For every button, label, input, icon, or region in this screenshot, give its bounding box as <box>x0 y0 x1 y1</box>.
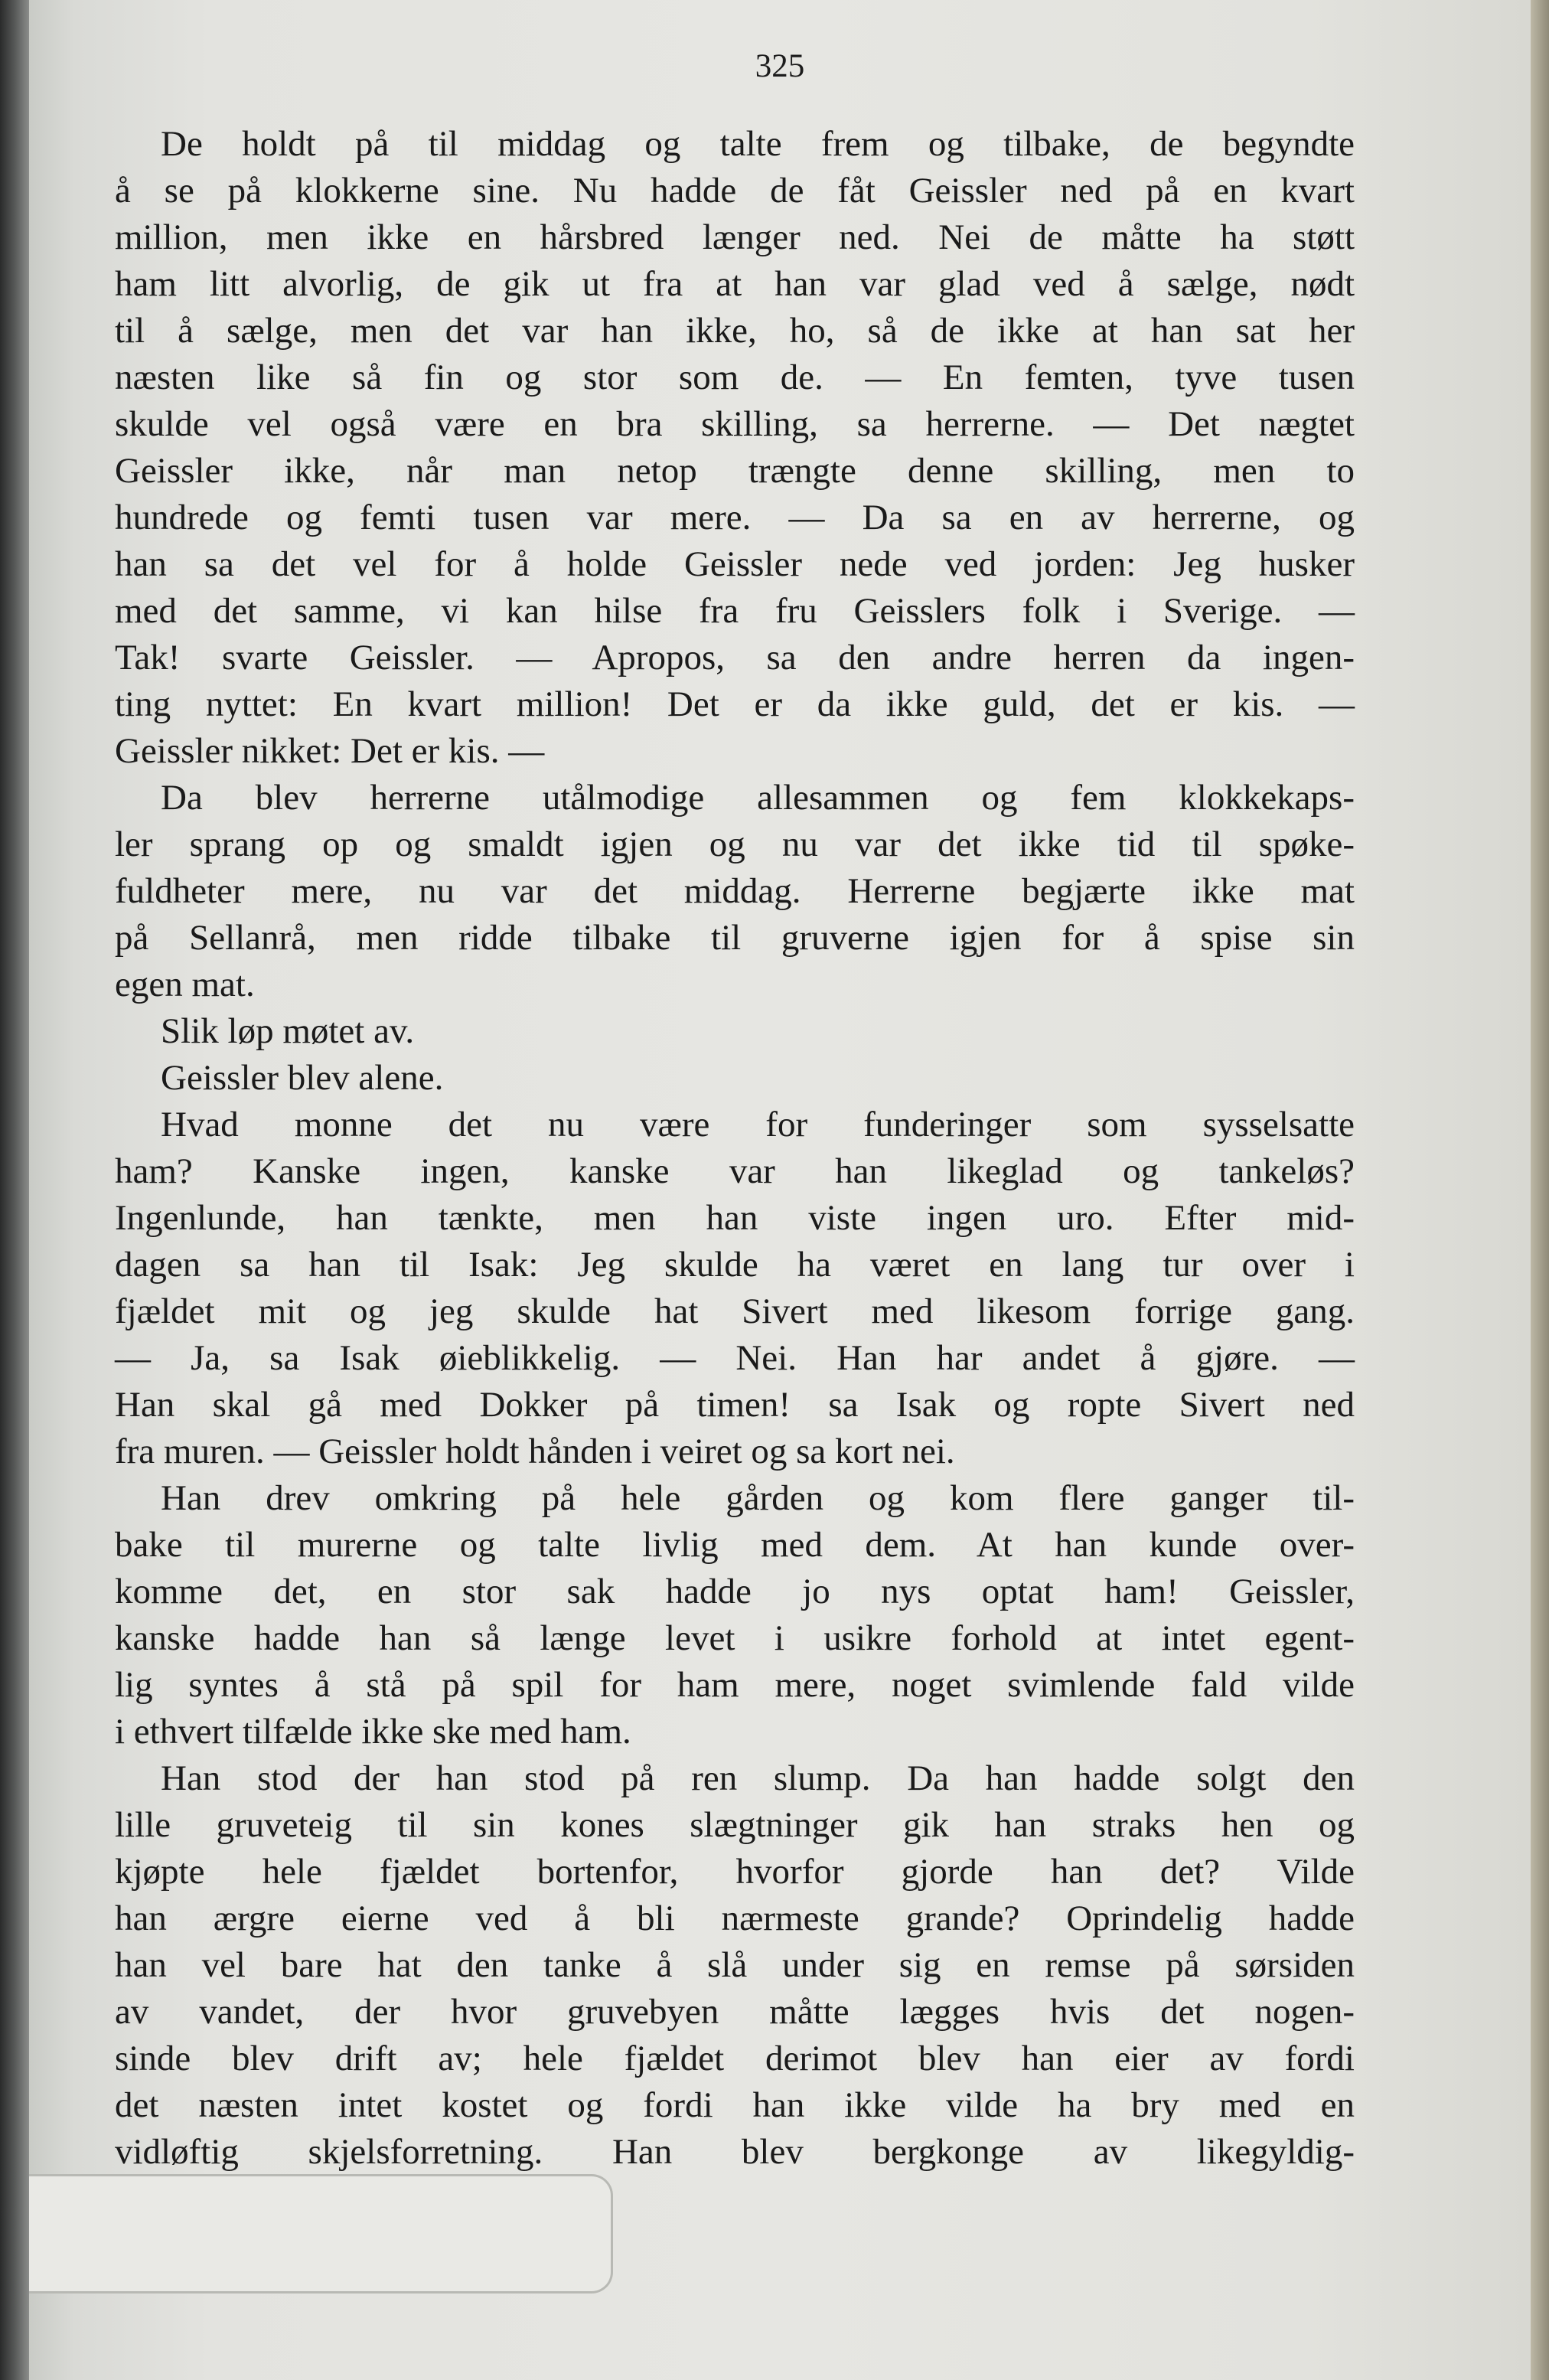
text-line: å se på klokkerne sine. Nu hadde de fåt Geissler ned på en kvart <box>115 171 1355 211</box>
text-line: det næsten intet kostet og fordi han ikke vilde ha bry med en <box>115 2085 1355 2125</box>
text-line: fra muren. — Geissler holdt hånden i veiret og sa kort nei. <box>115 1432 955 1471</box>
text-line: Slik løp møtet av. <box>161 1011 415 1051</box>
text-line: på Sellanrå, men ridde tilbake til gruverne igjen for å spise sin <box>115 918 1355 958</box>
text-line: sinde blev drift av; hele fjældet derimot blev han eier av fordi <box>115 2039 1355 2078</box>
text-line: Geissler nikket: Det er kis. — <box>115 731 545 771</box>
text-line: ting nyttet: En kvart million! Det er da ikke guld, det er kis. — <box>115 684 1355 724</box>
text-line: komme det, en stor sak hadde jo nys optat ham! Geissler, <box>115 1572 1355 1611</box>
text-line: vidløftig skjelsforretning. Han blev bergkonge av likegyldig- <box>115 2132 1355 2172</box>
book-spine-edge <box>0 0 29 2380</box>
text-line: million, men ikke en hårsbred længer ned. Nei de måtte ha støtt <box>115 217 1355 257</box>
text-line: bake til murerne og talte livlig med dem. At han kunde over- <box>115 1525 1355 1565</box>
text-line: lig syntes å stå på spil for ham mere, noget svimlende fald vilde <box>115 1665 1355 1705</box>
text-line: lille gruveteig til sin kones slægtninger gik han straks hen og <box>115 1805 1355 1845</box>
text-line: Han drev omkring på hele gården og kom flere ganger til- <box>161 1478 1355 1518</box>
text-line: kanske hadde han så længe levet i usikre forhold at intet egent- <box>115 1618 1355 1658</box>
text-line: ler sprang op og smaldt igjen og nu var det ikke tid til spøke- <box>115 824 1355 864</box>
book-page <box>29 0 1531 2380</box>
text-line: ham litt alvorlig, de gik ut fra at han var glad ved å sælge, nødt <box>115 264 1355 304</box>
text-line: Geissler blev alene. <box>161 1058 444 1098</box>
text-line: av vandet, der hvor gruvebyen måtte lægges hvis det nogen- <box>115 1992 1355 2032</box>
text-line: Da blev herrerne utålmodige allesammen og fem klokkekaps- <box>161 778 1355 818</box>
text-line: kjøpte hele fjældet bortenfor, hvorfor gjorde han det? Vilde <box>115 1852 1355 1892</box>
text-line: dagen sa han til Isak: Jeg skulde ha været en lang tur over i <box>115 1245 1355 1285</box>
text-line: ham? Kanske ingen, kanske var han likeglad og tankeløs? <box>115 1151 1355 1191</box>
text-line: han sa det vel for å holde Geissler nede ved jorden: Jeg husker <box>115 544 1355 584</box>
text-line: Han skal gå med Dokker på timen! sa Isak og ropte Sivert ned <box>115 1385 1355 1425</box>
body-text <box>115 121 1355 2176</box>
page-number: 325 <box>755 48 805 84</box>
text-line: Geissler ikke, når man netop trængte denne skilling, men to <box>115 451 1355 491</box>
text-line: Tak! svarte Geissler. — Apropos, sa den andre herren da ingen- <box>115 638 1355 677</box>
text-line: Hvad monne det nu være for funderinger som sysselsatte <box>161 1105 1355 1144</box>
text-line: næsten like så fin og stor som de. — En femten, tyve tusen <box>115 357 1355 397</box>
text-line: De holdt på til middag og talte frem og tilbake, de begyndte <box>161 124 1355 164</box>
text-line: egen mat. <box>115 965 255 1004</box>
text-line: Han stod der han stod på ren slump. Da han hadde solgt den <box>161 1758 1355 1798</box>
text-line: Ingenlunde, han tænkte, men han viste ingen uro. Efter mid- <box>115 1198 1355 1238</box>
text-line: fuldheter mere, nu var det middag. Herrerne begjærte ikke mat <box>115 871 1355 911</box>
text-line: med det samme, vi kan hilse fra fru Geisslers folk i Sverige. — <box>115 591 1355 631</box>
library-label <box>29 2174 613 2293</box>
text-line: han vel bare hat den tanke å slå under sig en remse på sørsiden <box>115 1945 1355 1985</box>
text-line: fjældet mit og jeg skulde hat Sivert med likesom forrige gang. <box>115 1291 1355 1331</box>
page-fore-edge <box>1531 0 1549 2380</box>
text-line: i ethvert tilfælde ikke ske med ham. <box>115 1712 631 1752</box>
text-line: hundrede og femti tusen var mere. — Da sa en av herrerne, og <box>115 498 1355 537</box>
text-line: — Ja, sa Isak øieblikkelig. — Nei. Han har andet å gjøre. — <box>115 1338 1355 1378</box>
text-line: til å sælge, men det var han ikke, ho, så de ikke at han sat her <box>115 311 1355 351</box>
text-line: han ærgre eierne ved å bli nærmeste grande? Oprindelig hadde <box>115 1898 1355 1938</box>
text-line: skulde vel også være en bra skilling, sa herrerne. — Det nægtet <box>115 404 1355 444</box>
